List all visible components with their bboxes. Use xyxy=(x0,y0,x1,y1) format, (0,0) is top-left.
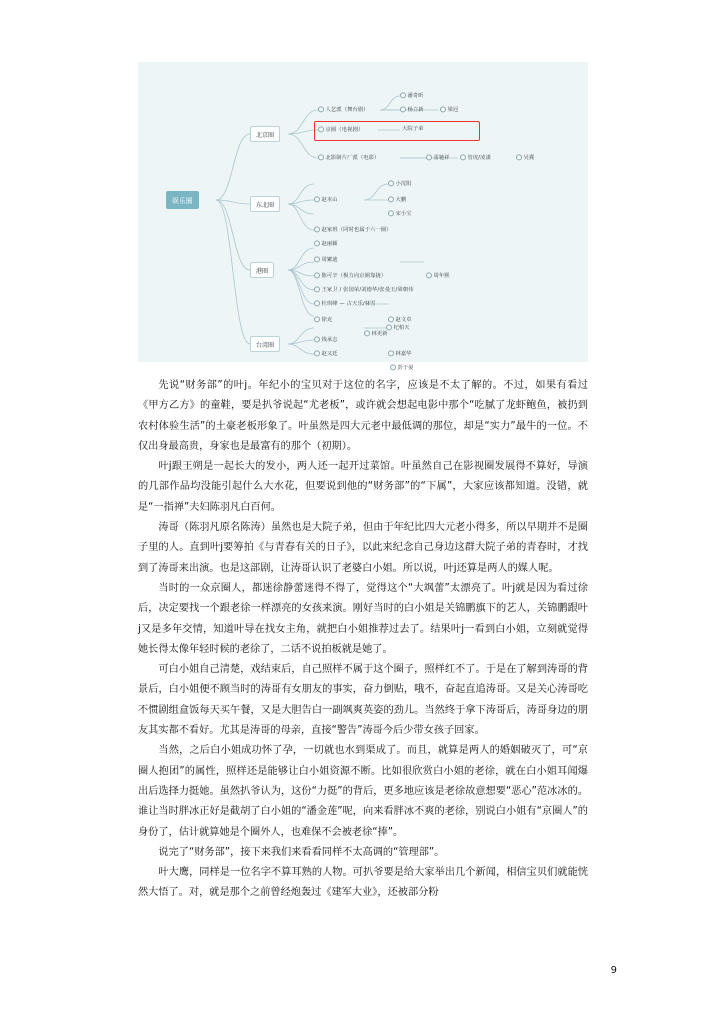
node-bullet-icon xyxy=(386,324,392,330)
page-number: 9 xyxy=(610,965,617,976)
mindmap-node: 梁冠 xyxy=(440,106,458,113)
node-bullet-icon xyxy=(388,210,394,216)
mindmap-node: 北影制片厂派（电影） xyxy=(318,154,379,161)
paragraph: 当时的一众京圈人，都迷徐静蕾迷得不得了，觉得这个“大飒蕾”太漂亮了。叶j就是因为看过徐后，决定要找一个跟老徐一样漂亮的女孩来演。刚好当时的白小姐是关锦鹏旗下的艺人，关锦鹏跟叶j又是多年交情，知道叶导在找女主角，就把白小姐推荐过去了。结果叶j一看到白小姐，立刻就觉得她长得太像年轻时候的老徐了，二话不说拍板就是她了。 xyxy=(138,582,588,655)
node-bullet-icon xyxy=(388,180,394,186)
mindmap-node: 王家卫 / 张国荣/刘德华/张曼玉/梁朝伟 xyxy=(314,286,414,293)
node-bullet-icon xyxy=(314,256,320,262)
node-bullet-icon xyxy=(314,272,320,278)
mindmap-branch-beijing: 北京圈 xyxy=(250,126,280,142)
node-bullet-icon xyxy=(426,272,432,278)
node-bullet-icon xyxy=(314,316,320,322)
node-bullet-icon xyxy=(426,154,432,160)
mindmap-node: 京圈（电视剧） xyxy=(318,126,363,133)
mindmap-node: 宋小宝 xyxy=(388,210,412,217)
mindmap-node: 雷驰祥 xyxy=(426,154,450,161)
node-bullet-icon xyxy=(318,154,324,160)
mindmap-node: 人艺派（舞台剧） xyxy=(318,106,369,113)
mindmap-node: 大院子弟 xyxy=(402,126,424,133)
mindmap-node: 管虎/凌潇 xyxy=(460,154,491,161)
node-bullet-icon xyxy=(314,300,320,306)
paragraph: 当然，之后白小姐成功怀了孕，一切就也水到渠成了。而且，就算是两人的婚姻破灭了，可“京圈人抱团”的属性，照样还是能够让白小姐资源不断。比如很欣赏白小姐的老徐，就在白小姐耳闻爆出后选择力挺她。虽然扒爷认为，这份“力挺”的背后，更多地应该是老徐故意想要“恶心”范冰冰的。谁让当时胖冰正好是截胡了白小姐的“潘金莲”呢，向来看胖冰不爽的老徐，别说白小姐有“京圈人”的身份了，估计就算她是个圈外人，也难保不会被老徐“捧”。 xyxy=(138,745,588,838)
entertainment-circles-mindmap xyxy=(138,62,588,371)
node-bullet-icon xyxy=(318,126,324,132)
node-bullet-icon xyxy=(314,350,320,356)
node-bullet-icon xyxy=(460,154,466,160)
mindmap-node: 周繁迪 xyxy=(314,256,338,263)
paragraph: 说完了“财务部”，接下来我们来看看同样不太高调的“管理部”。 xyxy=(158,846,445,858)
node-bullet-icon xyxy=(516,154,522,160)
mindmap-root: 娱乐圈 xyxy=(166,191,199,209)
paragraph: 涛哥（陈羽凡原名陈涛）虽然也是大院子弟，但由于年纪比四大元老小得多，所以早期并不是圈子里的人。直到叶j要筹拍《与青春有关的日子》，以此来纪念自己身边这群大院子弟的青春时，才找到了涛哥来出演。也是这部剧，让涛哥认识了老婆白小姐。所以说，叶j还算是两人的媒人呢。 xyxy=(138,522,588,574)
paragraph: 叶大鹰，同样是一位名字不算耳熟的人物。可扒爷要是给大家举出几个新闻，相信宝贝们就能恍然大悟了。对，就是那个之前曾经炮轰过《建军大业》，还被部分粉 xyxy=(138,867,588,899)
node-bullet-icon xyxy=(400,106,406,112)
mindmap-node: 钱承志 xyxy=(314,336,338,343)
mindmap-node: 杨立新 xyxy=(400,106,424,113)
mindmap-node: 彭于晏 xyxy=(390,364,414,371)
mindmap-node: 杞柏天 xyxy=(386,324,410,331)
article-body xyxy=(138,376,588,904)
mindmap-node: 周年熙 xyxy=(426,272,450,279)
mindmap-node: 赵丽颖 xyxy=(314,240,338,247)
node-bullet-icon xyxy=(388,196,394,202)
node-bullet-icon xyxy=(400,92,406,98)
node-bullet-icon xyxy=(314,286,320,292)
mindmap-branch-northeast: 东北圈 xyxy=(250,196,280,212)
mindmap-node: 林嘉华 xyxy=(388,350,412,357)
node-bullet-icon xyxy=(440,106,446,112)
mindmap-node: 潘奇昕 xyxy=(400,92,424,99)
node-bullet-icon xyxy=(390,364,396,370)
mindmap-node: 赵家班（同时也属于六一圈） xyxy=(314,226,392,233)
node-bullet-icon xyxy=(314,196,320,202)
mindmap-node: 赵本山 xyxy=(314,196,338,203)
node-bullet-icon xyxy=(388,350,394,356)
mindmap-node: 吴冀 xyxy=(516,154,534,161)
mindmap-node: 林更新 xyxy=(364,330,388,337)
node-bullet-icon xyxy=(314,240,320,246)
mindmap-branch-hongkong: 港圈 xyxy=(250,262,274,278)
node-bullet-icon xyxy=(314,226,320,232)
node-bullet-icon xyxy=(388,316,394,322)
mindmap-node: 大鹏 xyxy=(388,196,406,203)
mindmap-node: 小沈阳 xyxy=(388,180,412,187)
mindmap-node: 赵文卓 xyxy=(388,316,412,323)
mindmap-node: 赵又廷 xyxy=(314,350,338,357)
node-bullet-icon xyxy=(314,336,320,342)
paragraph: 先说“财务部”的叶j。年纪小的宝贝对于这位的名字，应该是不太了解的。不过，如果有看过《甲方乙方》的童鞋，要是扒爷说起“尤老板”，或许就会想起电影中那个“吃腻了龙虾鲍鱼，被扔到农村体验生活”的土豪老板形象了。叶虽然是四大元老中最低调的那位，却是“实力”最牛的一位。不仅出身最高贵，身家也是最富有的那个（初期）。 xyxy=(138,380,588,452)
mindmap-node: 杜琪峰 — 古天乐/林雪 xyxy=(314,300,376,307)
node-bullet-icon xyxy=(364,330,370,336)
paragraph: 可白小姐自己清楚，戏结束后，自己照样不属于这个圈子，照样红不了。于是在了解到涛哥的背景后，白小姐便不顾当时的涛哥有女朋友的事实，奋力倒贴，哦不，奋起直追涛哥。又是关心涛哥吃不惯剧组盒饭每天买午餐，又是大胆告白一副飒爽英姿的劲儿。当然终于拿下涛哥后，涛哥身边的朋友其实都不看好。尤其是涛哥的母亲，直接“警告”涛哥今后少带女孩子回家。 xyxy=(138,664,588,737)
mindmap-node: 陈可辛（极力向京圈靠拢） xyxy=(314,272,386,279)
mindmap-branch-taiwan: 台湾圈 xyxy=(250,336,280,352)
paragraph: 叶j跟王朔是一起长大的发小，两人还一起开过菜馆。叶虽然自己在影视圈发展得不算好，导演的几部作品均没能引起什么大水花，但要说到他的“财务部”的“下属”，大家应该都知道。没错，就是“一指禅”夫妇陈羽凡白百何。 xyxy=(138,461,588,513)
mindmap-node: 徐克 xyxy=(314,316,332,323)
node-bullet-icon xyxy=(318,106,324,112)
